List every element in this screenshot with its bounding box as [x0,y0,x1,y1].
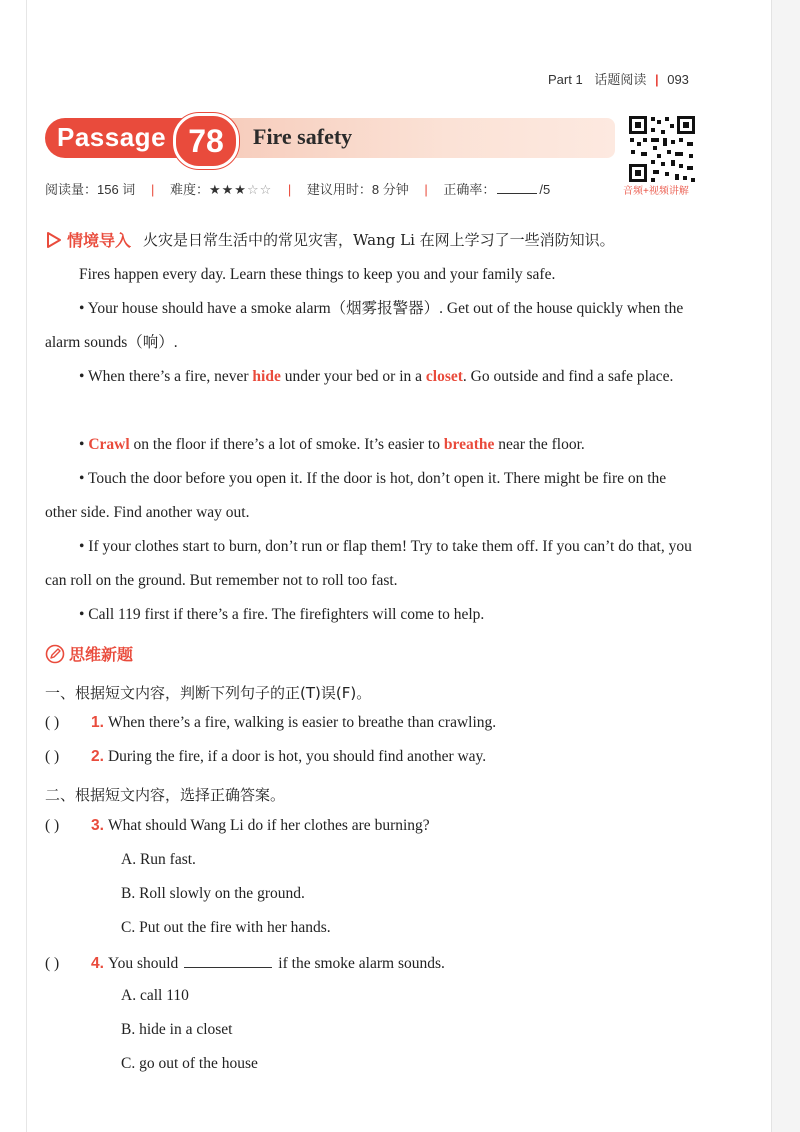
qr-caption: 音频+视频讲解 [623,186,689,197]
play-triangle-icon [45,231,63,249]
suggested-time: 建议用时：8 分钟 [306,182,409,197]
question-number: 1. [91,714,104,731]
passage-number-badge [173,113,239,169]
question-text: When there’s a fire, walking is easier to breathe than crawling. [107,714,497,731]
intro-section [45,228,615,251]
answer-parens[interactable]: ( ) [45,748,60,765]
keyword-hide: hide [252,368,281,385]
question-number: 3. [91,817,104,834]
question-3 [45,817,430,835]
option-c[interactable]: C. Put out the fire with her hands. [121,919,331,936]
question-text: if the smoke alarm sounds. [278,955,445,972]
passage-number: 78 [188,122,224,159]
difficulty-stars-filled: ★★★ [208,182,247,197]
question-text: What should Wang Li do if her clothes are burning? [107,817,430,834]
paragraph-text: near the floor. [494,436,585,453]
question-text: During the fire, if a door is hot, you should find another way. [107,748,487,765]
passage-paragraph [45,360,700,394]
passage-paragraph [45,258,700,292]
accuracy-label: 正确率： [443,182,496,197]
intro-heading: 情境导入 [67,233,132,250]
option-a[interactable]: A. Run fast. [121,851,196,868]
paragraph-text: on the floor if there’s a lot of smoke. It’s easier to [129,436,444,453]
word-count: 阅读量：156 词 [45,182,136,197]
page-binding-strip [771,0,800,1132]
passage-paragraph [45,292,700,360]
option-c[interactable]: C. go out of the house [121,1055,258,1072]
exercise-section [45,642,133,665]
option-a[interactable]: A. call 110 [121,987,189,1004]
header-part: Part 1 [548,72,583,87]
paragraph-text: • When there’s a fire, never [79,368,253,385]
passage-label: Passage [57,122,167,152]
question-2 [45,748,486,766]
meta-divider: | [287,182,292,197]
meta-divider: | [150,182,155,197]
exercise-heading: 思维新题 [69,647,134,664]
paragraph-text: . Go outside and find a safe place. [462,368,674,385]
paragraph-text: • Touch the door before you open it. If the door is hot, don’t open it. There might be fire on the other side. Find another way out. [45,470,667,521]
question-1 [45,714,496,732]
question-number: 2. [91,748,104,765]
paragraph-text: • Your house should have a smoke alarm（烟雾报警器）. Get out of the house quickly when the alarm sounds（响）. [45,300,684,351]
answer-parens[interactable]: ( ) [45,817,60,834]
option-b[interactable]: B. Roll slowly on the ground. [121,885,305,902]
answer-blank[interactable] [184,953,272,968]
difficulty-stars-empty: ☆☆ [246,182,273,197]
question-text: You should [107,955,179,972]
part2-instruction: 二、根据短文内容，选择正确答案。 [45,786,286,804]
question-4 [45,953,445,973]
passage-paragraph [45,462,700,530]
paragraph-text: • Call 119 first if there’s a fire. The firefighters will come to help. [79,606,485,623]
meta-divider: | [424,182,428,197]
paragraph-text: • If your clothes start to burn, don’t run or flap them! Try to take them off. If you can’t do that, you can roll on the ground. But remember not to roll too fast. [45,538,692,589]
accuracy-blank[interactable] [497,181,537,194]
pen-circle-icon [45,644,65,664]
question-number: 4. [91,955,104,972]
intro-text: 火灾是日常生活中的常见灾害，Wang Li 在网上学习了一些消防知识。 [143,231,615,249]
passage-paragraph [45,428,700,462]
page-number: 093 [667,72,689,87]
header-topic: 话题阅读 [594,72,647,87]
answer-parens[interactable]: ( ) [45,955,60,972]
keyword-closet: closet [425,368,463,385]
passage-paragraph [45,598,700,632]
running-header [548,69,689,88]
qr-code-icon[interactable] [627,114,697,184]
option-b[interactable]: B. hide in a closet [121,1021,233,1038]
part1-instruction: 一、根据短文内容，判断下列句子的正(T)误(F)。 [45,684,372,702]
header-divider: | [654,72,659,87]
keyword-breathe: breathe [443,436,495,453]
difficulty-label: 难度： [169,182,209,197]
reading-meta [45,179,550,198]
paragraph-text: • [79,436,89,453]
keyword-crawl: Crawl [88,436,130,453]
paragraph-text: Fires happen every day. Learn these things to keep you and your family safe. [79,266,556,283]
passage-paragraph [45,530,700,598]
passage-title: Fire safety [253,124,353,149]
passage-banner [45,116,615,158]
paragraph-text: under your bed or in a [280,368,426,385]
answer-parens[interactable]: ( ) [45,714,60,731]
accuracy-total: /5 [539,182,551,197]
